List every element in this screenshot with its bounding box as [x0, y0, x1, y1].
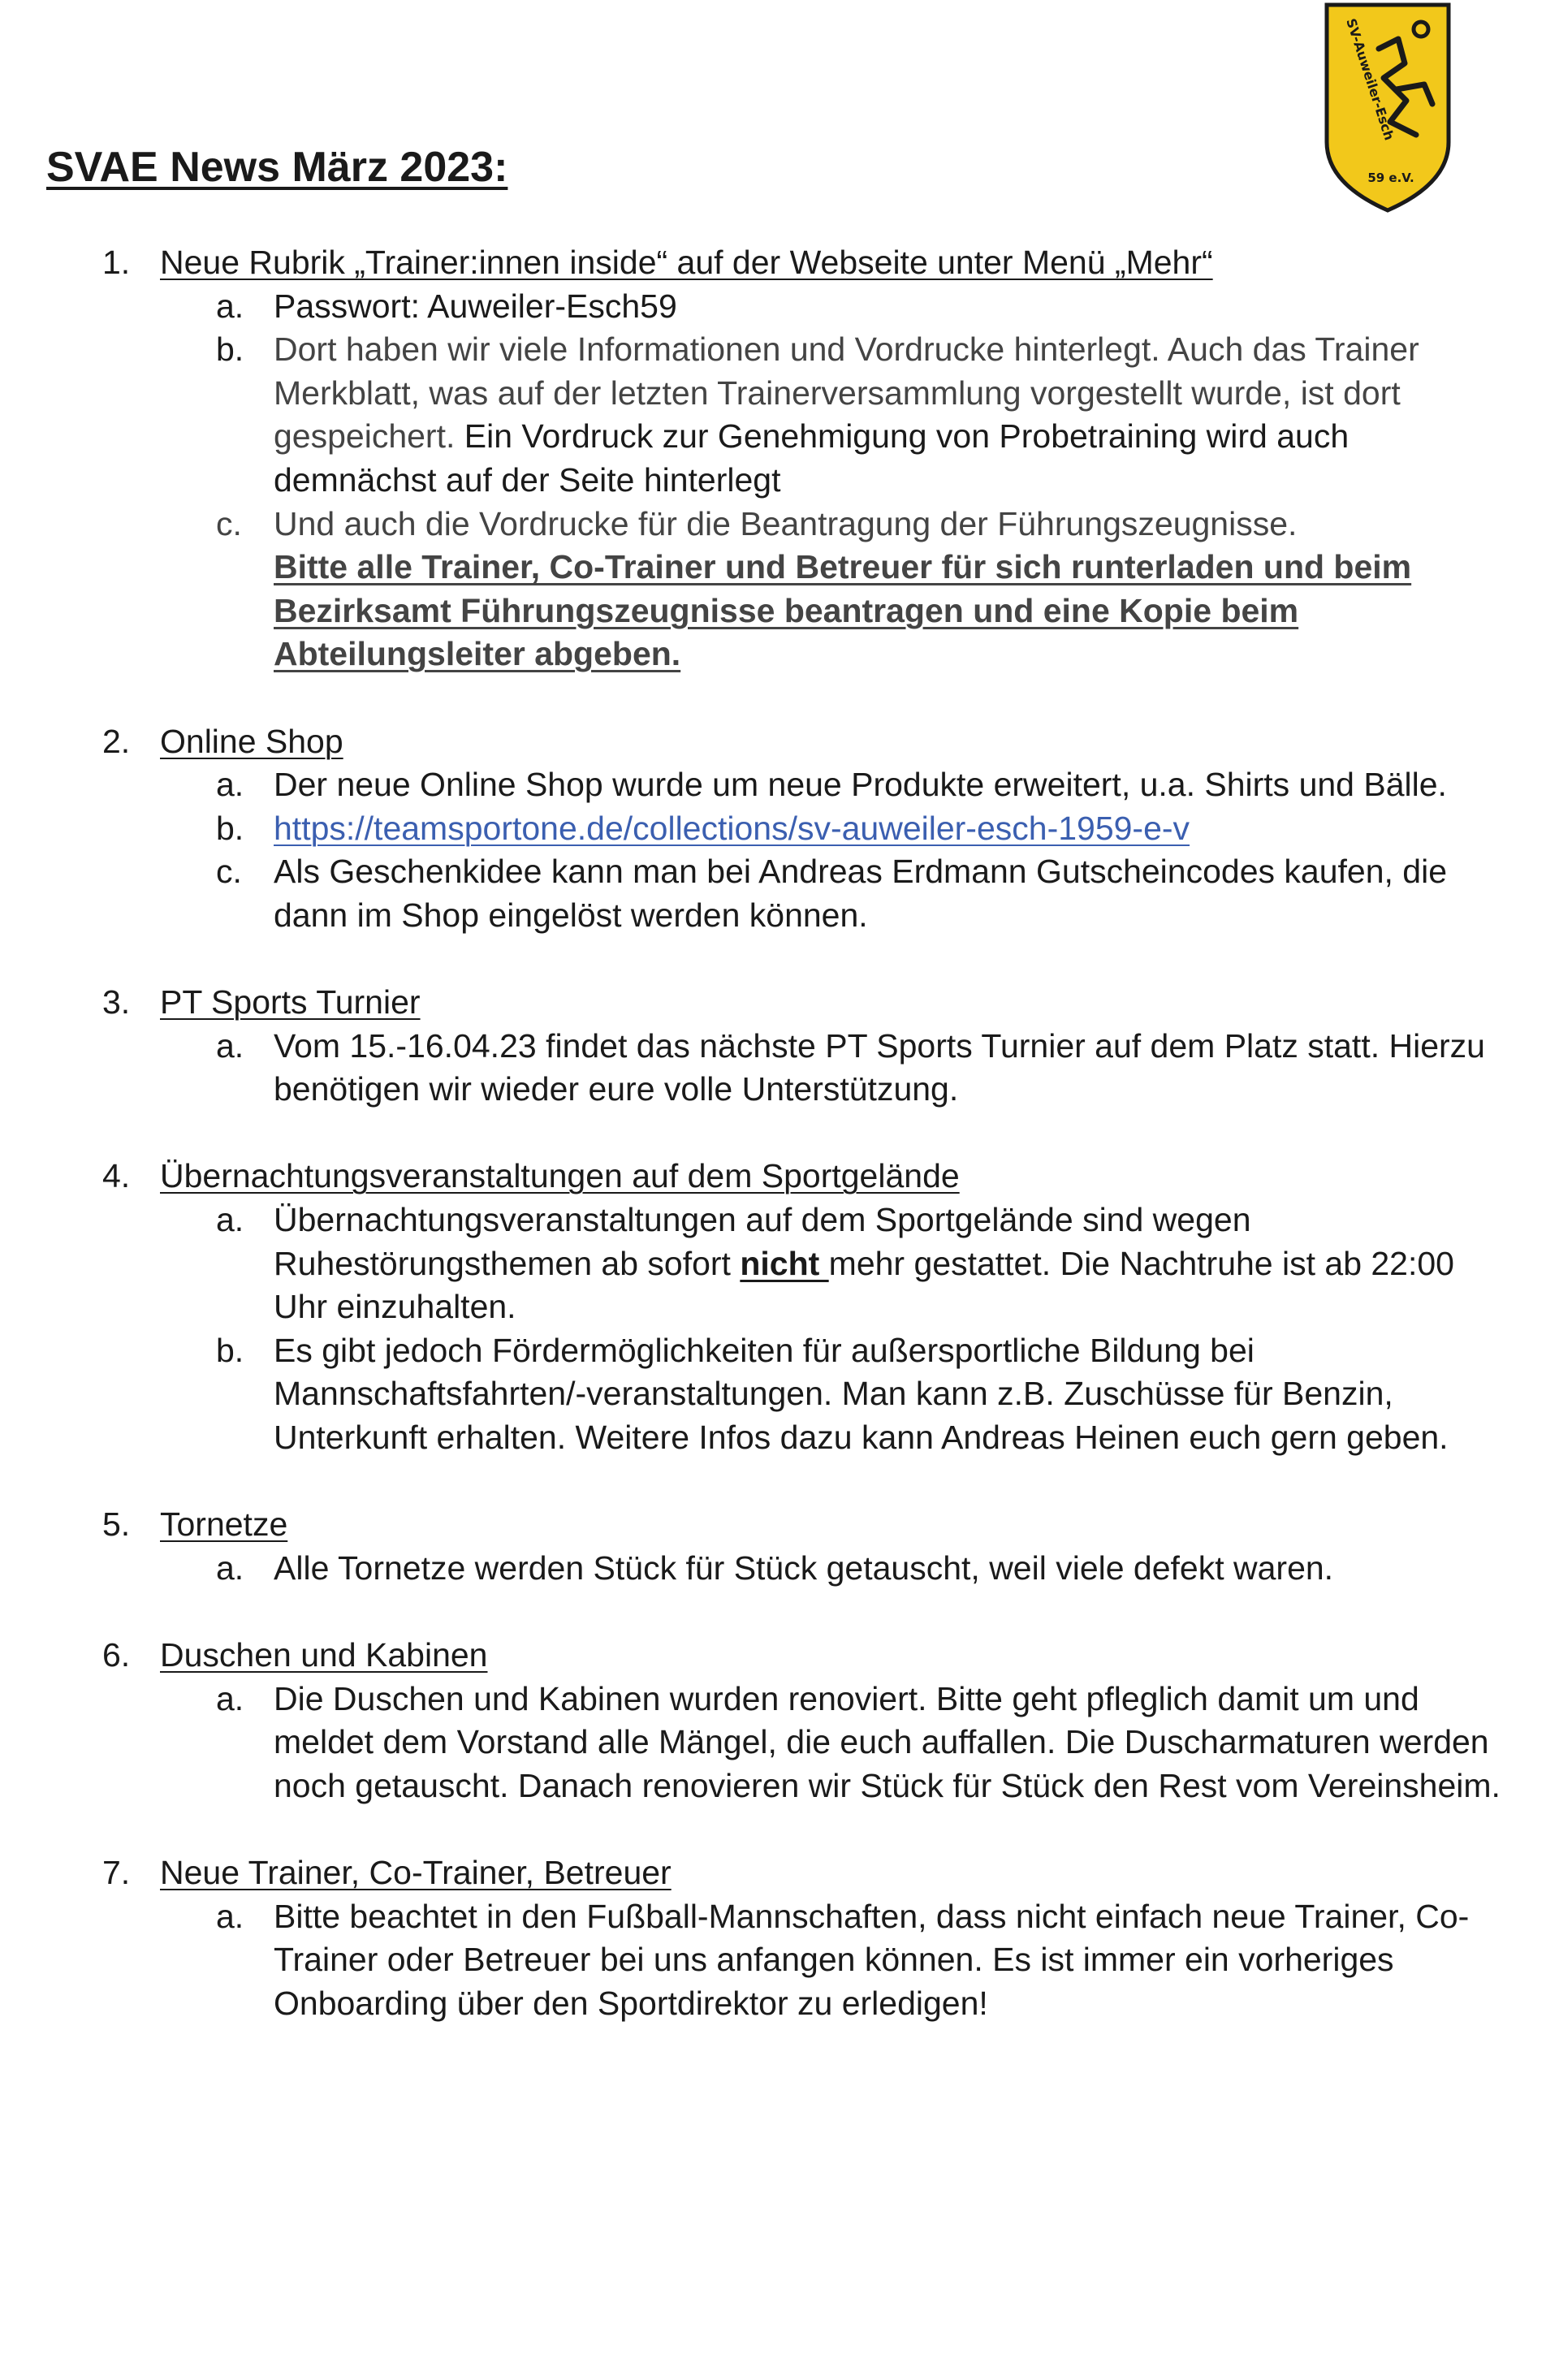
club-logo — [1322, 0, 1453, 215]
section-tornetze — [0, 1503, 1559, 1590]
item-letter: b. — [216, 1331, 244, 1369]
section-trainer-inside — [0, 241, 1559, 676]
section-number: 7. — [102, 1853, 131, 1891]
item-letter: a. — [216, 1201, 244, 1239]
list-item — [0, 1678, 1559, 1808]
section-duschen-kabinen — [0, 1634, 1559, 1808]
section-title: PT Sports Turnier — [160, 983, 421, 1022]
list-item — [0, 1895, 1559, 2026]
list-item — [0, 1329, 1559, 1460]
item-emphasis: nicht — [740, 1244, 829, 1282]
item-letter: a. — [216, 287, 244, 325]
list-item — [0, 807, 1559, 851]
list-item — [0, 503, 1559, 676]
item-letter: b. — [216, 330, 244, 369]
item-text-continued: mehr gestattet. Die Nachtruhe ist ab 22:00 Uhr einzuhalten. — [274, 1244, 1454, 1326]
item-text: Bitte beachtet in den Fußball-Mannschaften, dass nicht einfach neue Trainer, Co-Trainer oder Betreuer bei uns anfangen können. Es ist immer ein vorheriges Onboarding über den Sportdirektor zu erledigen! — [274, 1897, 1470, 2022]
logo-club-name: SV-Auweiler-Esch — [1343, 16, 1397, 143]
section-title: Tornetze — [160, 1505, 288, 1544]
list-item — [0, 850, 1559, 937]
item-text: Passwort: Auweiler-Esch59 — [274, 287, 677, 325]
section-uebernachtung — [0, 1155, 1559, 1459]
section-online-shop — [0, 720, 1559, 938]
section-number: 6. — [102, 1636, 131, 1674]
news-list — [0, 241, 1559, 2069]
shop-link[interactable]: https://teamsportone.de/collections/sv-auweiler-esch-1959-e-v — [274, 809, 1190, 847]
item-letter: a. — [216, 1679, 244, 1717]
section-number: 2. — [102, 722, 131, 760]
item-letter: c. — [216, 853, 242, 891]
list-item — [0, 285, 1559, 329]
item-text: Die Duschen und Kabinen wurden renoviert. Bitte geht pfleglich damit um und meldet dem Vorstand alle Mängel, die euch auffallen. Die Duscharmaturen werden noch getauscht. Danach renovieren wir Stück für Stück den Rest vom Vereinsheim. — [274, 1679, 1501, 1804]
item-letter: a. — [216, 766, 244, 804]
section-pt-sports-turnier — [0, 981, 1559, 1112]
list-item — [0, 328, 1559, 502]
item-letter: c. — [216, 504, 242, 542]
item-text-continued: Ein Vordruck zur Genehmigung von Probetraining wird auch demnächst auf der Seite hinterlegt — [274, 417, 1350, 499]
section-number: 4. — [102, 1157, 131, 1195]
item-bold-notice: Bitte alle Trainer, Co-Trainer und Betreuer für sich runterladen und beim Bezirksamt Führungszeugnisse beantragen und eine Kopie beim Abteilungsleiter abgeben. — [274, 548, 1412, 673]
section-title: Neue Rubrik „Trainer:innen inside“ auf der Webseite unter Menü „Mehr“ — [160, 244, 1213, 281]
item-text: Es gibt jedoch Fördermöglichkeiten für außersportliche Bildung bei Mannschaftsfahrten/-veranstaltungen. Man kann z.B. Zuschüsse für Benzin, Unterkunft erhalten. Weitere Infos dazu kann Andreas Heinen euch gern geben. — [274, 1331, 1449, 1457]
list-item — [0, 1025, 1559, 1112]
item-text: Übernachtungsveranstaltungen auf dem Sportgelände sind wegen Ruhestörungsthemen ab sofort — [274, 1201, 1251, 1282]
item-letter: a. — [216, 1897, 244, 1935]
section-title: Übernachtungsveranstaltungen auf dem Sportgelände — [160, 1157, 960, 1195]
item-text: Als Geschenkidee kann man bei Andreas Erdmann Gutscheincodes kaufen, die dann im Shop eingelöst werden können. — [274, 853, 1447, 934]
item-text: Alle Tornetze werden Stück für Stück getauscht, weil viele defekt waren. — [274, 1549, 1334, 1587]
list-item — [0, 1199, 1559, 1329]
item-text: Vom 15.-16.04.23 findet das nächste PT Sports Turnier auf dem Platz statt. Hierzu benötigen wir wieder eure volle Unterstützung. — [274, 1026, 1485, 1108]
item-letter: a. — [216, 1026, 244, 1065]
item-text: Und auch die Vordrucke für die Beantragung der Führungszeugnisse. — [274, 504, 1298, 542]
list-item — [0, 763, 1559, 807]
item-text: Der neue Online Shop wurde um neue Produkte erweitert, u.a. Shirts und Bälle. — [274, 766, 1447, 804]
item-letter: b. — [216, 809, 244, 847]
section-number: 3. — [102, 983, 131, 1022]
section-title: Online Shop — [160, 722, 343, 760]
item-text: Dort haben wir viele Informationen und Vordrucke hinterlegt. Auch das Trainer Merkblatt, was auf der letzten Trainerversammlung vorgestellt wurde, ist dort gespeichert. — [274, 330, 1419, 456]
section-title: Duschen und Kabinen — [160, 1636, 488, 1674]
section-title: Neue Trainer, Co-Trainer, Betreuer — [160, 1853, 672, 1891]
item-letter: a. — [216, 1549, 244, 1587]
page-title: SVAE News März 2023: — [46, 144, 508, 191]
logo-year-label: 59 e.V. — [1367, 171, 1414, 185]
section-number: 5. — [102, 1505, 131, 1544]
section-neue-trainer — [0, 1851, 1559, 2025]
list-item — [0, 1547, 1559, 1591]
section-number: 1. — [102, 244, 131, 281]
